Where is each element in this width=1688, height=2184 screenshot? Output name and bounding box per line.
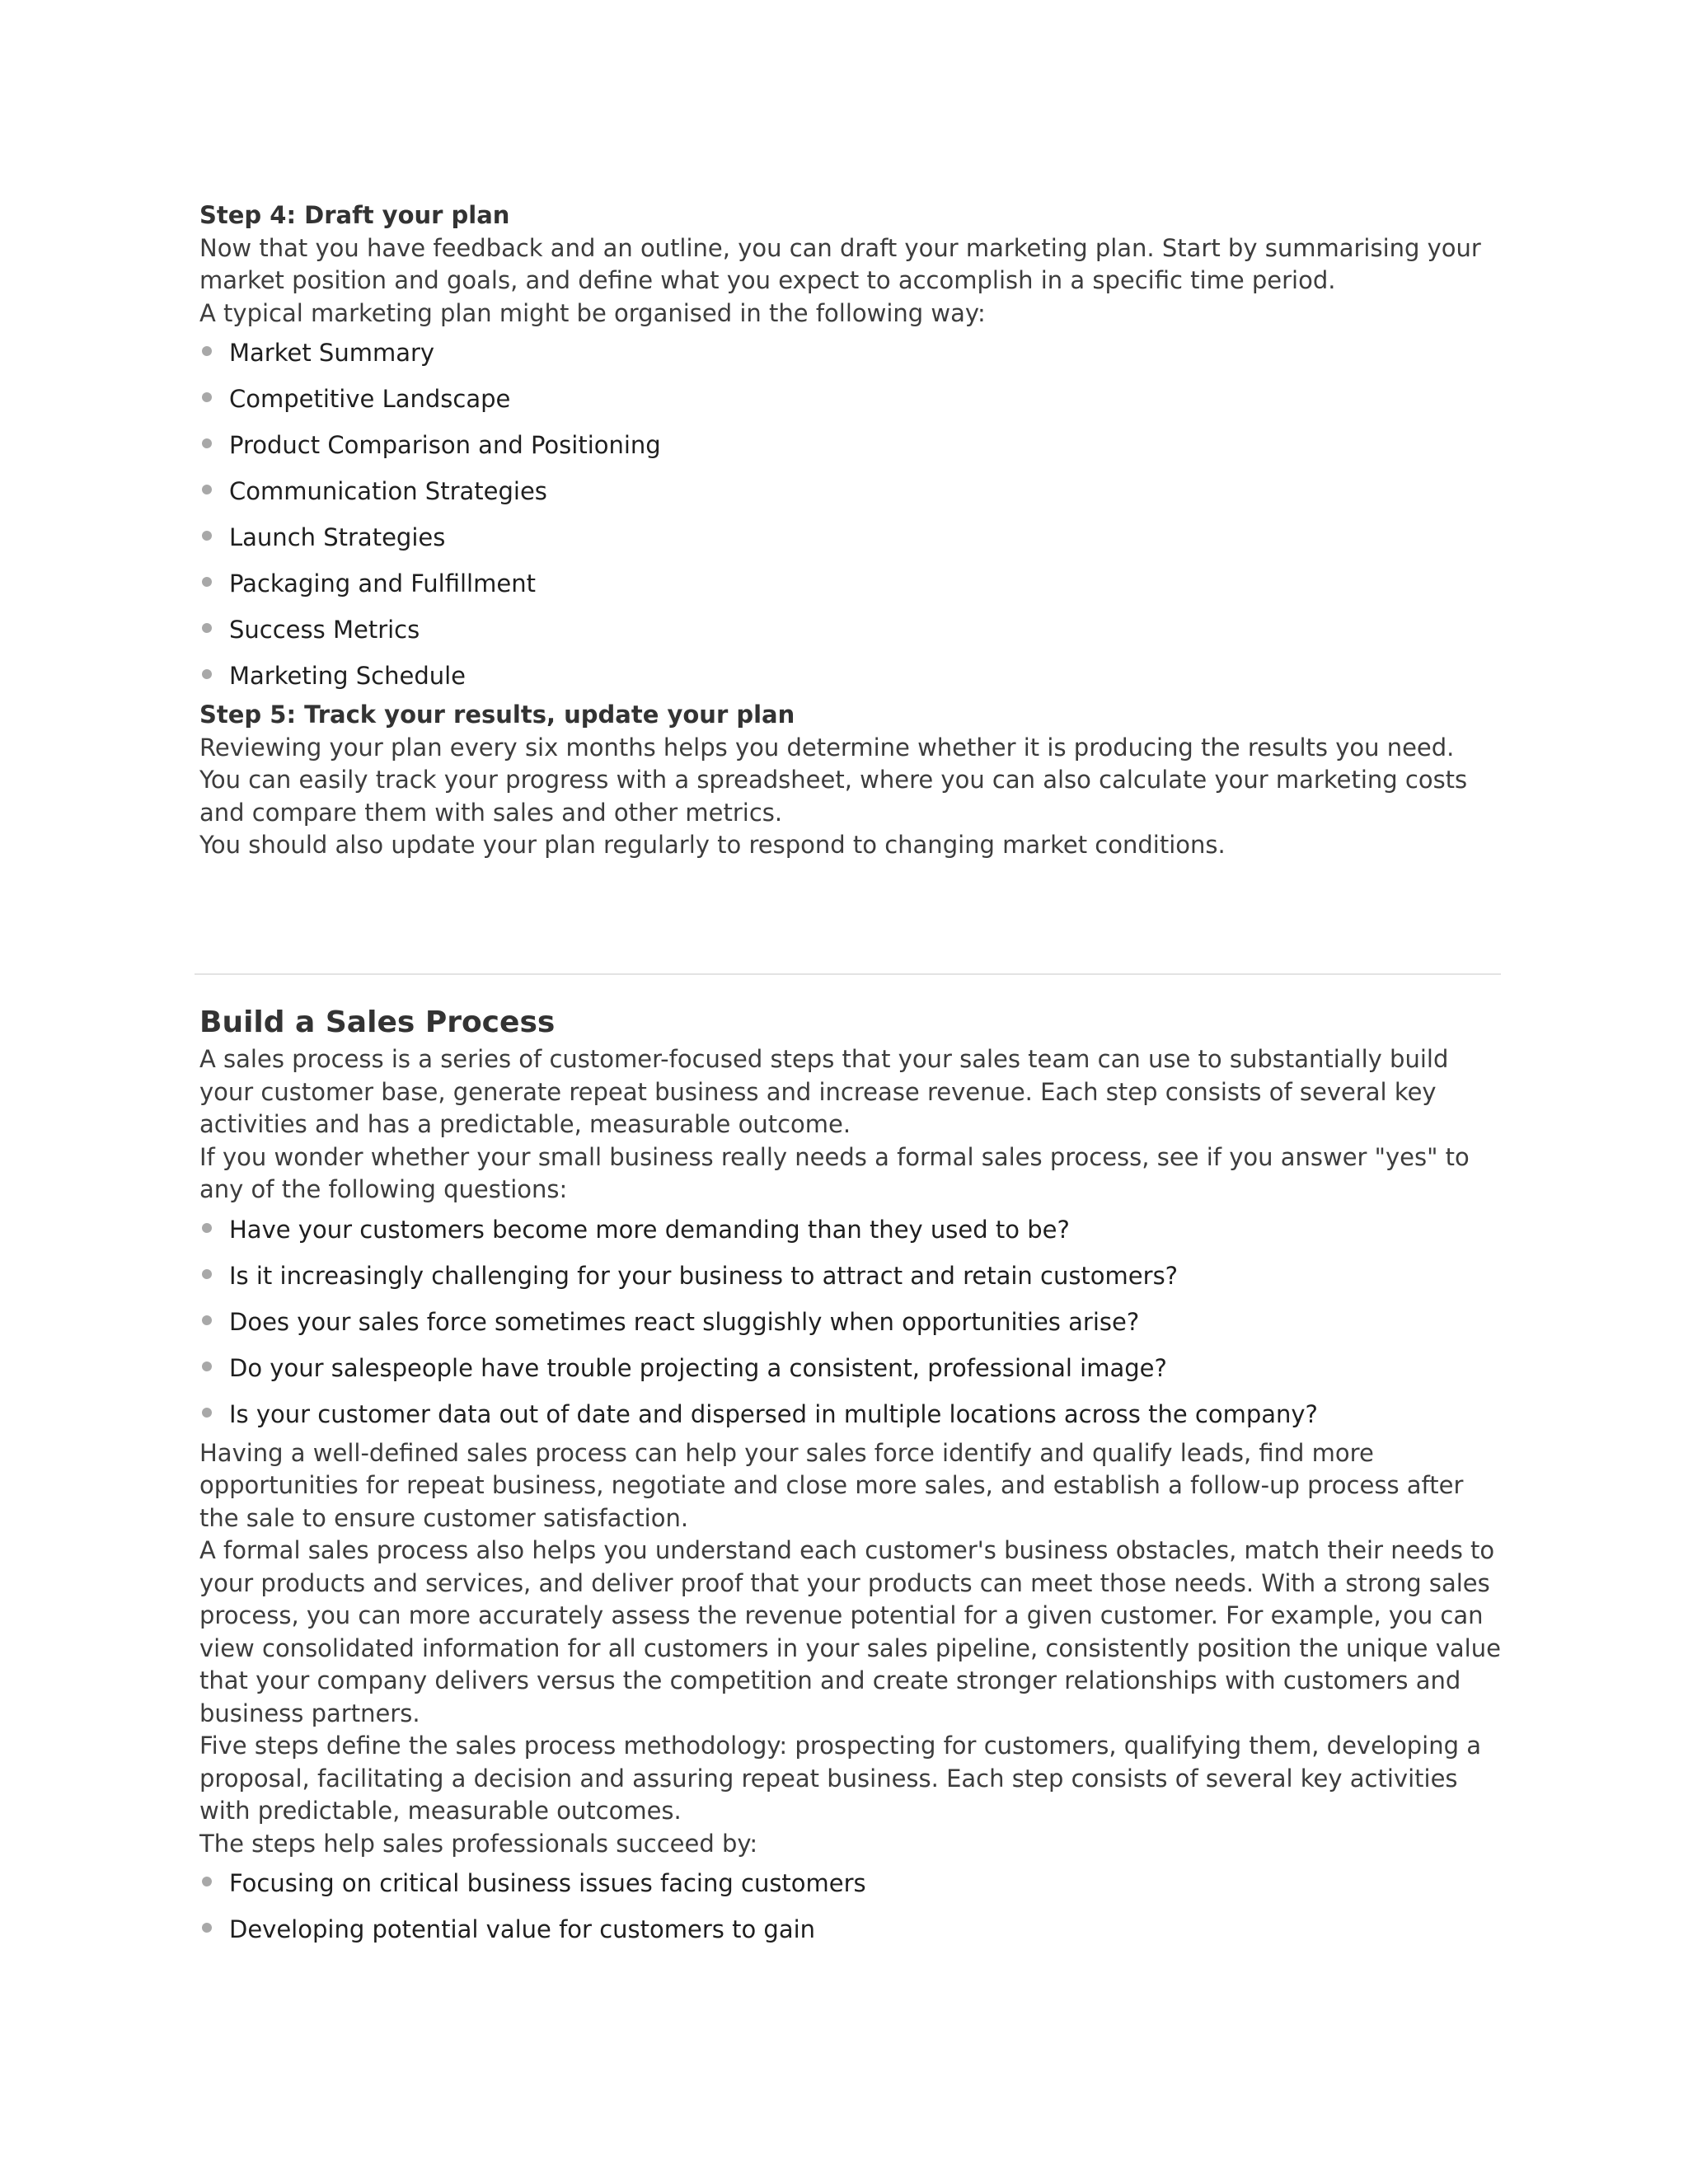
- list-item: Focusing on critical business issues facing customers: [199, 1860, 1502, 1906]
- sales-body-paragraph: Having a well-defined sales process can help your sales force identify and qualify leads, find more opportunities for repeat business, negotiate and close more sales, and establish a follow-up process after the sale to ensure customer satisfaction.: [199, 1438, 1464, 1532]
- list-item: Do your salespeople have trouble projecting a consistent, professional image?: [199, 1345, 1502, 1391]
- list-item: Is it increasingly challenging for your business to attract and retain customers?: [199, 1253, 1502, 1299]
- marketing-plan-outline-list: [199, 330, 1502, 699]
- sales-body-paragraph: The steps help sales professionals succeed by:: [199, 1829, 758, 1858]
- bullet-icon: [202, 577, 212, 587]
- bullet-icon: [202, 623, 212, 633]
- sales-benefits-list: [199, 1860, 1502, 1952]
- bullet-icon: [202, 1223, 212, 1233]
- sales-body-paragraph: A formal sales process also helps you understand each customer's business obstacles, match their needs to your products and services, and deliver proof that your products can meet those needs. With a strong sales process, you can more accurately assess the revenue potential for a given customer. For example, you can view consolidated information for all customers in your sales pipeline, consistently position the unique value that your company delivers versus the competition and create stronger relationships with customers and business partners.: [199, 1536, 1501, 1727]
- bullet-icon: [202, 531, 212, 541]
- bullet-icon: [202, 1361, 212, 1371]
- section-divider: [195, 973, 1501, 975]
- list-item: Does your sales force sometimes react sluggishly when opportunities arise?: [199, 1299, 1502, 1345]
- bullet-icon: [202, 485, 212, 494]
- section-title: Build a Sales Process: [199, 1005, 556, 1039]
- list-item: Launch Strategies: [199, 514, 1502, 560]
- bullet-icon: [202, 669, 212, 679]
- bullet-icon: [202, 1923, 212, 1933]
- list-item: Competitive Landscape: [199, 376, 1502, 422]
- step5-heading: Step 5: Track your results, update your plan: [199, 701, 795, 729]
- bullet-icon: [202, 1315, 212, 1325]
- bullet-icon: [202, 1269, 212, 1279]
- bullet-icon: [202, 438, 212, 448]
- step4-paragraph: A typical marketing plan might be organised in the following way:: [199, 298, 986, 327]
- list-item: Marketing Schedule: [199, 653, 1502, 699]
- bullet-icon: [202, 1408, 212, 1418]
- step4-paragraph: Now that you have feedback and an outline, you can draft your marketing plan. Start by summarising your market position and goals, and define what you expect to accomplish in a specific time period.: [199, 233, 1481, 294]
- step5-paragraph: Reviewing your plan every six months helps you determine whether it is producing the results you need. You can easily track your progress with a spreadsheet, where you can also calculate your marketing costs and compare them with sales and other metrics.: [199, 733, 1468, 827]
- step4-section: [199, 199, 1502, 862]
- list-item: Developing potential value for customers to gain: [199, 1906, 1502, 1952]
- sales-intro-paragraph: A sales process is a series of customer-focused steps that your sales team can use to substantially build your customer base, generate repeat business and increase revenue. Each step consists of several key activities and has a predictable, measurable outcome.: [199, 1045, 1449, 1138]
- bullet-icon: [202, 392, 212, 402]
- sales-process-section: [199, 1002, 1502, 1952]
- bullet-icon: [202, 346, 212, 356]
- list-item: Is your customer data out of date and dispersed in multiple locations across the company?: [199, 1391, 1502, 1437]
- list-item: Have your customers become more demanding than they used to be?: [199, 1207, 1502, 1253]
- sales-body-paragraph: Five steps define the sales process methodology: prospecting for customers, qualifying them, developing a proposal, facilitating a decision and assuring repeat business. Each step consists of several key activities with predictable, measurable outcomes.: [199, 1732, 1481, 1825]
- step4-heading: Step 4: Draft your plan: [199, 201, 510, 229]
- list-item: Packaging and Fulfillment: [199, 560, 1502, 607]
- sales-intro-paragraph: If you wonder whether your small business really needs a formal sales process, see if you answer "yes" to any of the following questions:: [199, 1142, 1470, 1203]
- list-item: Communication Strategies: [199, 468, 1502, 514]
- bullet-icon: [202, 1877, 212, 1886]
- list-item: Success Metrics: [199, 607, 1502, 653]
- sales-questions-list: [199, 1207, 1502, 1437]
- list-item: Market Summary: [199, 330, 1502, 376]
- step5-paragraph: You should also update your plan regularly to respond to changing market conditions.: [199, 831, 1226, 859]
- list-item: Product Comparison and Positioning: [199, 422, 1502, 468]
